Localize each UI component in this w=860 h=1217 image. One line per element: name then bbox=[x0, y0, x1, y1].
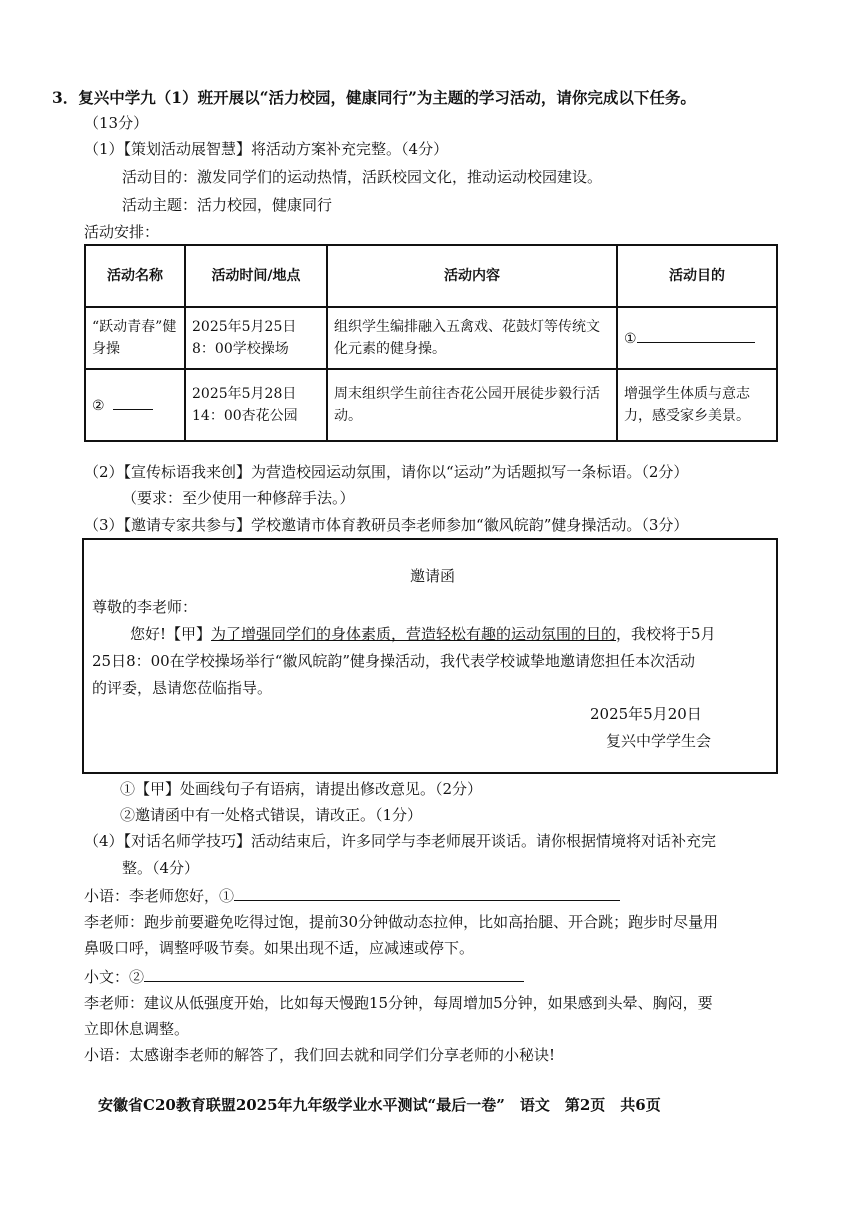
question-3-intro: 3．复兴中学九（1）班开展以“活力校园，健康同行”为主题的学习活动，请你完成以下任务。 bbox=[52, 88, 696, 107]
subquestion-3: （3）【邀请专家共参与】学校邀请市体育教研员李老师参加“徽风皖韵”健身操活动。（3分） bbox=[84, 516, 689, 534]
activity-arrangement-label: 活动安排： bbox=[84, 223, 160, 241]
answer-blank[interactable] bbox=[637, 326, 755, 343]
subquestion-3-task-1: ①【甲】处画线句子有语病，请提出修改意见。（2分） bbox=[120, 780, 483, 798]
subquestion-2-requirement: （要求：至少使用一种修辞手法。） bbox=[122, 489, 355, 507]
letter-body-line-2: 25日8：00在学校操场举行“徽风皖韵”健身操活动，我代表学校诚挚地邀请您担任本次活动 bbox=[92, 652, 696, 670]
cell-name-blank[interactable] bbox=[85, 369, 185, 441]
page-footer: 安徽省C20教育联盟2025年九年级学业水平测试“最后一卷” 语文 第2页 共6页 bbox=[98, 1096, 661, 1114]
dialogue-text: 小语：李老师您好，① bbox=[84, 887, 235, 905]
dialogue-teacher-2a: 李老师：建议从低强度开始，比如每天慢跑15分钟，每周增加5分钟，如果感到头晕、胸闷，要 bbox=[84, 994, 713, 1012]
letter-body-line-1 bbox=[130, 624, 716, 644]
cell-time: 2025年5月28日 14：00杏花公园 bbox=[185, 369, 327, 441]
letter-date: 2025年5月20日 bbox=[590, 705, 702, 723]
answer-blank[interactable] bbox=[113, 393, 153, 410]
subquestion-3-task-2: ②邀请函中有一处格式错误，请改正。（1分） bbox=[120, 806, 423, 824]
letter-title: 邀请函 bbox=[410, 567, 456, 585]
cell-purpose: 增强学生体质与意志力，感受家乡美景。 bbox=[617, 369, 777, 441]
blank-marker: ② bbox=[92, 398, 105, 414]
cell-name: “跃动青春”健身操 bbox=[85, 307, 185, 369]
blank-marker: ① bbox=[624, 331, 637, 347]
header-activity-time: 活动时间/地点 bbox=[185, 245, 327, 307]
dialogue-teacher-2b: 立即休息调整。 bbox=[84, 1020, 190, 1038]
dialogue-teacher-1a: 李老师：跑步前要避免吃得过饱，提前30分钟做动态拉伸，比如高抬腿、开合跳；跑步时尽量用 bbox=[84, 913, 719, 931]
cell-time: 2025年5月25日 8：00学校操场 bbox=[185, 307, 327, 369]
dialogue-teacher-1b: 鼻吸口呼，调整呼吸节奏。如果出现不适，应减速或停下。 bbox=[84, 939, 475, 957]
dialogue-xiaowen bbox=[84, 965, 524, 987]
letter-body-start: 您好!【甲】 bbox=[130, 625, 212, 643]
letter-greeting: 尊敬的李老师： bbox=[92, 598, 198, 616]
question-3-score: （13分） bbox=[84, 114, 149, 132]
cell-purpose-blank[interactable] bbox=[617, 307, 777, 369]
activity-goal: 活动目的：激发同学们的运动热情，活跃校园文化，推动运动校园建设。 bbox=[122, 168, 603, 186]
dialogue-xiaoyu-1 bbox=[84, 884, 620, 906]
dialogue-xiaoyu-2: 小语：太感谢李老师的解答了，我们回去就和同学们分享老师的小秘诀! bbox=[84, 1046, 556, 1064]
subquestion-1: （1）【策划活动展智慧】将活动方案补充完整。（4分） bbox=[84, 140, 449, 158]
answer-blank-1[interactable] bbox=[234, 884, 620, 901]
invitation-letter bbox=[82, 538, 778, 774]
table-row bbox=[85, 307, 777, 369]
table-row bbox=[85, 369, 777, 441]
letter-body-line-3: 的评委，恳请您莅临指导。 bbox=[92, 679, 273, 697]
subquestion-4: （4）【对话名师学技巧】活动结束后，许多同学与李老师展开谈话。请你根据情境将对话补充完 bbox=[84, 832, 717, 850]
header-activity-name: 活动名称 bbox=[85, 245, 185, 307]
table-header-row bbox=[85, 245, 777, 307]
header-activity-purpose: 活动目的 bbox=[617, 245, 777, 307]
subquestion-2: （2）【宣传标语我来创】为营造校园运动氛围，请你以“运动”为话题拟写一条标语。（2分） bbox=[84, 463, 689, 481]
activity-plan-table bbox=[84, 244, 778, 442]
letter-signature: 复兴中学学生会 bbox=[606, 732, 712, 750]
cell-content: 周末组织学生前往杏花公园开展徒步毅行活动。 bbox=[327, 369, 617, 441]
cell-content: 组织学生编排融入五禽戏、花鼓灯等传统文化元素的健身操。 bbox=[327, 307, 617, 369]
dialogue-text: 小文：② bbox=[84, 968, 145, 986]
letter-body-rest: ，我校将于5月 bbox=[616, 625, 716, 643]
subquestion-4-cont: 整。（4分） bbox=[122, 859, 200, 877]
activity-theme: 活动主题：活力校园，健康同行 bbox=[122, 196, 333, 214]
faulty-sentence: 为了增强同学们的身体素质，营造轻松有趣的运动氛围的目的 bbox=[211, 625, 617, 643]
answer-blank-2[interactable] bbox=[144, 965, 524, 982]
header-activity-content: 活动内容 bbox=[327, 245, 617, 307]
